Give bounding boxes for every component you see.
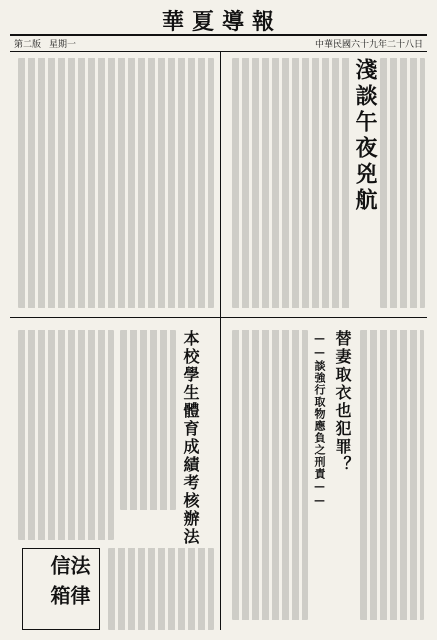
column-subtitle: ——談強行取物應負之刑責——: [313, 332, 326, 508]
weekday: 星期一: [49, 40, 77, 50]
column-title: 替妻取衣也犯罪？: [333, 330, 352, 474]
masthead-char: 夏: [191, 8, 216, 35]
article-text-block: [360, 330, 424, 620]
main-article-title: 淺談午夜兇航: [352, 58, 378, 214]
section-number: 第二版: [14, 40, 42, 50]
masthead-char: 導: [222, 8, 247, 35]
upper-column-divider: [220, 52, 221, 317]
article-text-block: [232, 330, 308, 620]
middle-divider: [10, 317, 427, 318]
sports-article-title: 本校學生體育成績考核辦法: [181, 330, 200, 546]
issue-date: 中華民國六十九年二十八日: [314, 40, 423, 50]
article-text-block: [18, 330, 114, 540]
article-text-block: [380, 58, 425, 308]
legal-column-title: 法律信箱: [47, 555, 91, 615]
issue-bar: [10, 34, 427, 52]
lower-column-divider: [220, 318, 221, 630]
article-text-block: [108, 548, 214, 630]
masthead-char: 華: [161, 8, 186, 35]
article-text-block: [18, 58, 214, 308]
legal-column-box: [22, 548, 100, 630]
article-text-block: [232, 58, 350, 308]
masthead: [130, 6, 308, 34]
masthead-char: 報: [252, 8, 277, 35]
article-text-block: [120, 330, 176, 510]
